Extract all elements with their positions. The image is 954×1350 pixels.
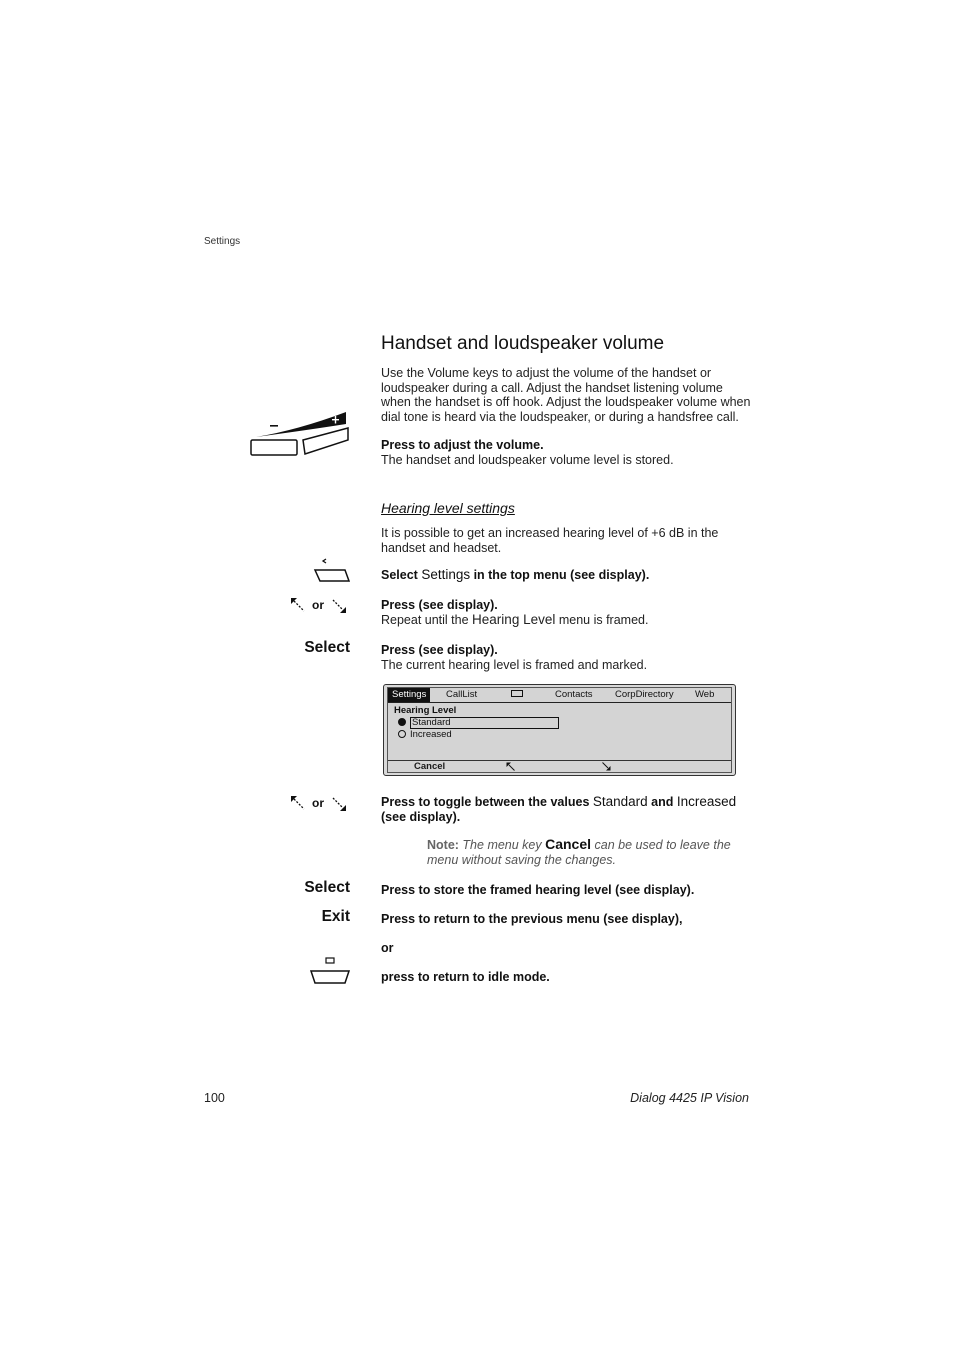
step-toggle-values: Press to toggle between the values Standard and Increased (see display). bbox=[381, 794, 737, 824]
menu-key-icon bbox=[312, 557, 352, 585]
volume-keys-icon bbox=[248, 410, 352, 458]
phone-display bbox=[383, 684, 736, 776]
navigation-left-icon bbox=[290, 597, 306, 613]
option-increased[interactable]: Increased bbox=[398, 729, 452, 740]
display-top-menu bbox=[388, 688, 731, 703]
step-press-select: Press (see display). bbox=[381, 643, 498, 657]
radio-empty-icon bbox=[398, 730, 406, 738]
softkey-cancel[interactable]: Cancel bbox=[414, 761, 446, 772]
step-repeat-until: Repeat until the Hearing Level menu is framed. bbox=[381, 611, 649, 627]
volume-instruction: Press to adjust the volume. bbox=[381, 438, 544, 452]
exit-key-label[interactable]: Exit bbox=[321, 908, 350, 925]
tab-settings[interactable]: Settings bbox=[388, 688, 430, 702]
note: Note: The menu key Cancel can be used to leave the menu without saving the changes. bbox=[427, 836, 731, 867]
tab-calllist[interactable]: CallList bbox=[446, 689, 478, 700]
product-name: Dialog 4425 IP Vision bbox=[630, 1091, 749, 1105]
or-line: or bbox=[381, 941, 394, 955]
radio-selected-icon bbox=[398, 718, 406, 726]
or-label: or bbox=[312, 796, 324, 810]
tab-corpdirectory[interactable]: CorpDirectory bbox=[615, 689, 674, 700]
display-soft-keys bbox=[388, 760, 731, 772]
softkey-down-arrow-icon[interactable] bbox=[602, 762, 611, 771]
step-return-previous: Press to return to the previous menu (see display), bbox=[381, 912, 683, 926]
navigation-right-icon bbox=[331, 796, 347, 812]
clear-key-icon bbox=[308, 956, 352, 986]
volume-result: The handset and loudspeaker volume level is stored. bbox=[381, 452, 674, 467]
or-label: or bbox=[312, 598, 324, 612]
tab-web[interactable]: Web bbox=[695, 689, 715, 700]
message-icon bbox=[511, 689, 523, 701]
step-press-display: Press (see display). bbox=[381, 598, 498, 612]
step-current-level: The current hearing level is framed and marked. bbox=[381, 657, 648, 672]
step-select-settings: Select Settings in the top menu (see display). bbox=[381, 567, 650, 582]
section-title: Handset and loudspeaker volume bbox=[381, 333, 665, 354]
softkey-up-arrow-icon[interactable] bbox=[506, 762, 515, 771]
subsection-title: Hearing level settings bbox=[381, 500, 515, 516]
step-return-idle: press to return to idle mode. bbox=[381, 970, 550, 984]
page-number: 100 bbox=[204, 1091, 225, 1105]
select-key-label[interactable]: Select bbox=[304, 879, 350, 896]
subsection-intro: It is possible to get an increased hearing level of +6 dB in the handset and headset. bbox=[381, 526, 719, 555]
navigation-right-icon bbox=[331, 598, 347, 614]
display-heading: Hearing Level bbox=[394, 705, 457, 716]
intro-paragraph: Use the Volume keys to adjust the volume of the handset or loudspeaker during a call. Adjust the handset listening volume when the handset is off hook. Adjust the loudspeaker volume when dial tone is heard via the loudspeaker, or during a handsfree call. bbox=[381, 366, 751, 424]
option-standard[interactable]: Standard bbox=[398, 717, 559, 729]
tab-contacts[interactable]: Contacts bbox=[555, 689, 593, 700]
running-head: Settings bbox=[204, 236, 241, 247]
navigation-left-icon bbox=[290, 795, 306, 811]
step-store-level: Press to store the framed hearing level (see display). bbox=[381, 883, 695, 897]
select-key-label[interactable]: Select bbox=[304, 639, 350, 656]
